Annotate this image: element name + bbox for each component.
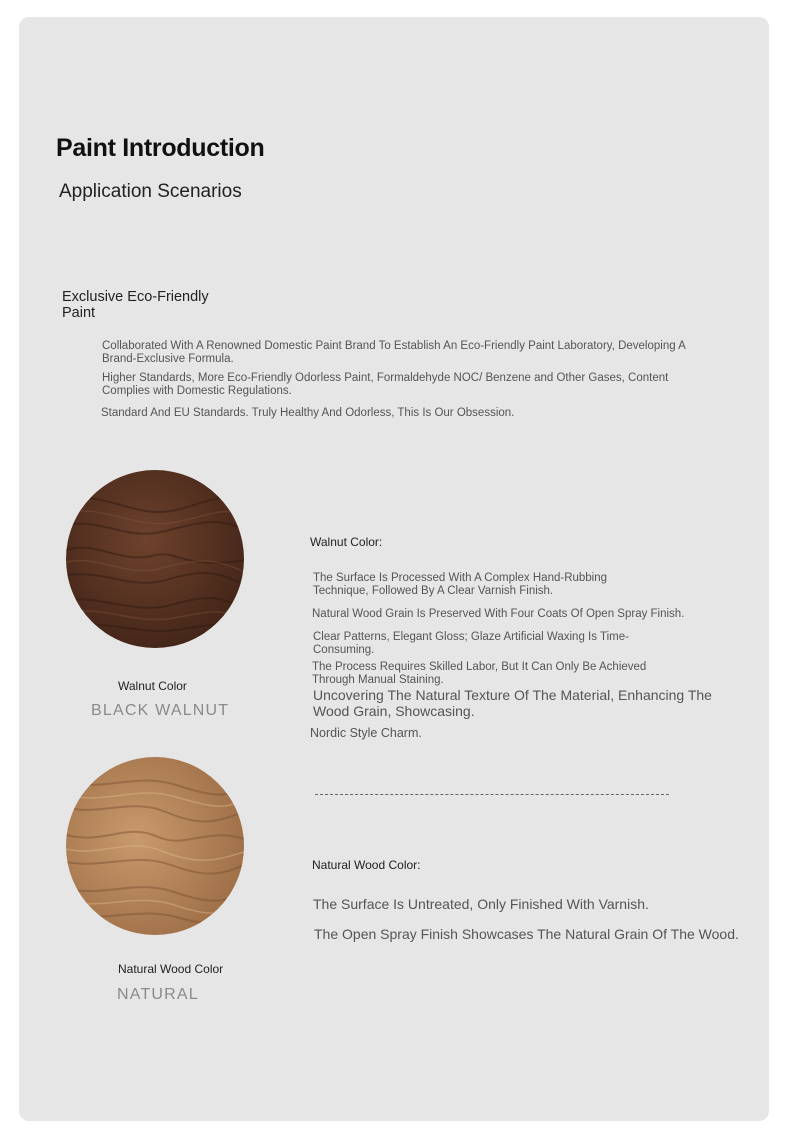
walnut-label-en: BLACK WALNUT [91, 702, 230, 719]
natural-label-en: NATURAL [117, 986, 199, 1003]
natural-swatch-image [66, 757, 244, 935]
eco-paragraph-2: Higher Standards, More Eco-Friendly Odorless Paint, Formaldehyde NOC/ Benzene and Other Gases, Content Complies with Domestic Regulations. [102, 372, 669, 397]
natural-line-1: The Surface Is Untreated, Only Finished With Varnish. [313, 896, 649, 912]
natural-label: Natural Wood Color [118, 962, 224, 976]
page-title: Paint Introduction [56, 134, 265, 162]
eco-section-title: Exclusive Eco-Friendly Paint [62, 289, 209, 321]
natural-section-title: Natural Wood Color: [312, 858, 421, 872]
walnut-line-3: Clear Patterns, Elegant Gloss; Glaze Artificial Waxing Is Time-Consuming. [313, 631, 629, 656]
walnut-line-5: Uncovering The Natural Texture Of The Material, Enhancing The Wood Grain, Showcasing. [313, 687, 712, 719]
natural-line-2: The Open Spray Finish Showcases The Natural Grain Of The Wood. [314, 926, 739, 942]
walnut-line-4: The Process Requires Skilled Labor, But It Can Only Be Achieved Through Manual Staining. [312, 661, 647, 686]
walnut-line-1: The Surface Is Processed With A Complex Hand-Rubbing Technique, Followed By A Clear Varnish Finish. [313, 572, 608, 597]
eco-paragraph-3: Standard And EU Standards. Truly Healthy And Odorless, This Is Our Obsession. [101, 407, 515, 419]
page-subtitle: Application Scenarios [59, 181, 242, 202]
walnut-line-2: Natural Wood Grain Is Preserved With Four Coats Of Open Spray Finish. [312, 608, 685, 620]
section-divider [315, 794, 669, 795]
walnut-swatch-image [66, 470, 244, 648]
walnut-line-6: Nordic Style Charm. [310, 726, 422, 740]
eco-paragraph-1: Collaborated With A Renowned Domestic Paint Brand To Establish An Eco-Friendly Paint Laboratory, Developing A Brand-Exclusive Formula. [102, 340, 686, 365]
walnut-section-title: Walnut Color: [310, 535, 383, 549]
walnut-label: Walnut Color [118, 679, 187, 693]
